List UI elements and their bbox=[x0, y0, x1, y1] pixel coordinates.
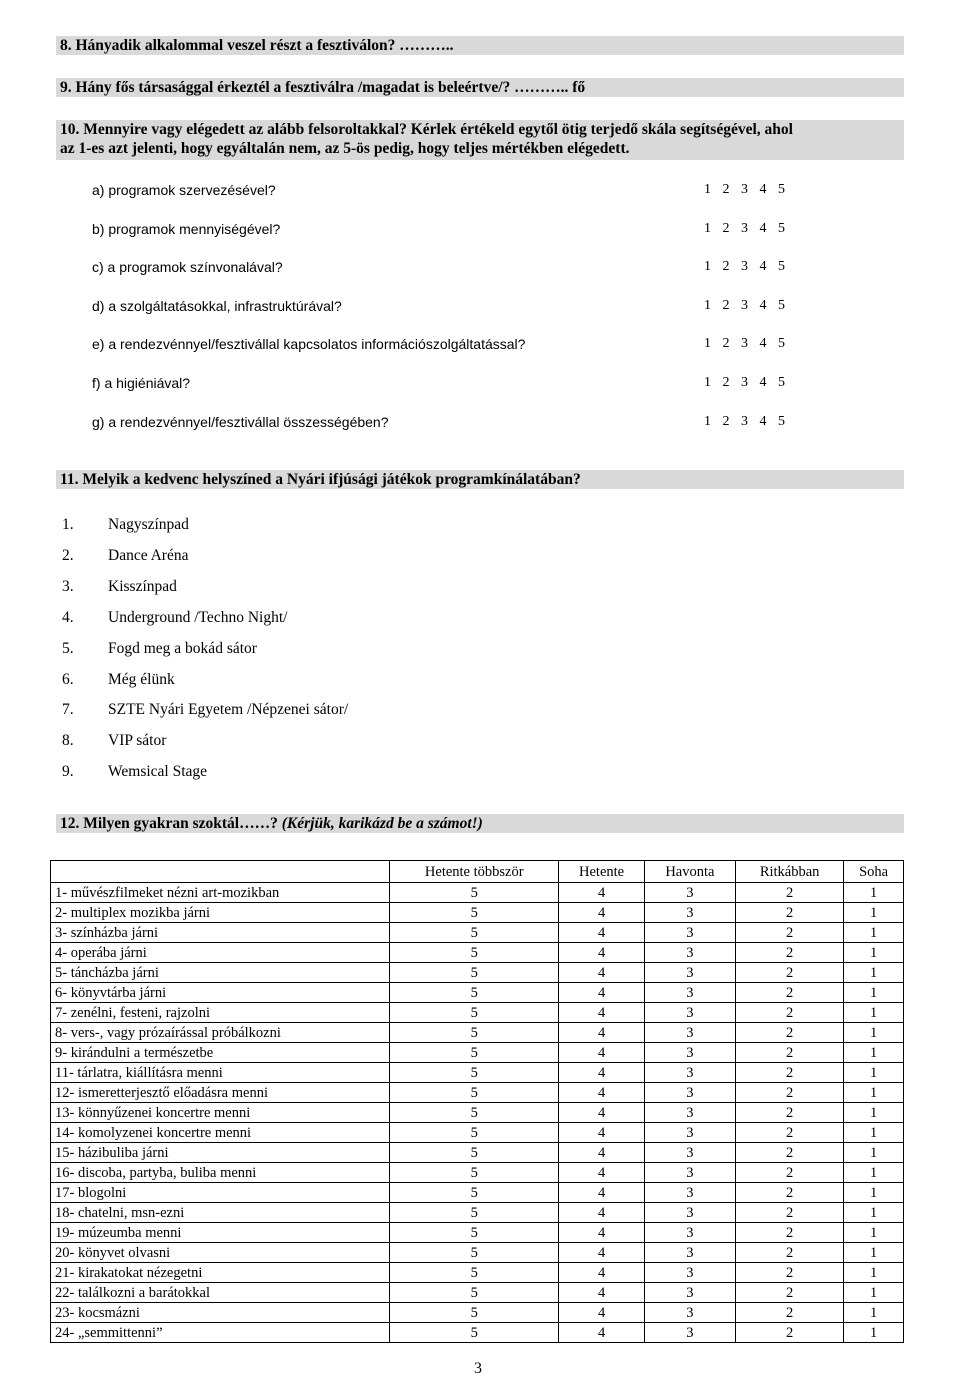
frequency-value[interactable]: 3 bbox=[644, 1143, 736, 1163]
frequency-value[interactable]: 4 bbox=[559, 1203, 644, 1223]
frequency-value[interactable]: 2 bbox=[736, 1283, 844, 1303]
frequency-value[interactable]: 4 bbox=[559, 983, 644, 1003]
rating-scale[interactable]: 1 2 3 4 5 bbox=[704, 375, 785, 390]
table-row bbox=[51, 1043, 904, 1063]
frequency-value[interactable]: 3 bbox=[644, 903, 736, 923]
frequency-value[interactable]: 3 bbox=[644, 1123, 736, 1143]
activity-label: 1- művészfilmeket nézni art-mozikban bbox=[51, 883, 390, 903]
frequency-value[interactable]: 5 bbox=[390, 963, 559, 983]
frequency-value[interactable]: 3 bbox=[644, 1223, 736, 1243]
frequency-value[interactable]: 4 bbox=[559, 883, 644, 903]
question-12-text: 12. Milyen gyakran szoktál……? bbox=[60, 815, 282, 832]
activity-label: 19- múzeumba menni bbox=[51, 1223, 390, 1243]
frequency-table bbox=[50, 860, 904, 1343]
activity-label: 23- kocsmázni bbox=[51, 1303, 390, 1323]
table-row bbox=[51, 1083, 904, 1103]
table-row bbox=[51, 1103, 904, 1123]
venue-option[interactable] bbox=[62, 732, 166, 750]
table-row bbox=[51, 923, 904, 943]
frequency-value[interactable]: 4 bbox=[559, 1083, 644, 1103]
frequency-value[interactable]: 2 bbox=[736, 1123, 844, 1143]
frequency-value[interactable]: 4 bbox=[559, 1263, 644, 1283]
frequency-value[interactable]: 2 bbox=[736, 943, 844, 963]
frequency-value[interactable]: 1 bbox=[844, 1143, 904, 1163]
frequency-value[interactable]: 2 bbox=[736, 1143, 844, 1163]
venue-number: 7. bbox=[62, 701, 74, 719]
frequency-value[interactable]: 3 bbox=[644, 1063, 736, 1083]
frequency-value[interactable]: 1 bbox=[844, 1303, 904, 1323]
question-11: 11. Melyik a kedvenc helyszíned a Nyári ifjúsági játékok programkínálatában? bbox=[56, 470, 904, 489]
question-10 bbox=[56, 120, 904, 160]
table-row bbox=[51, 963, 904, 983]
frequency-value[interactable]: 4 bbox=[559, 1283, 644, 1303]
frequency-value[interactable]: 3 bbox=[644, 1323, 736, 1343]
frequency-value[interactable]: 4 bbox=[559, 1103, 644, 1123]
rating-scale[interactable]: 1 2 3 4 5 bbox=[704, 220, 785, 236]
frequency-value[interactable]: 1 bbox=[844, 1183, 904, 1203]
frequency-value[interactable]: 5 bbox=[390, 1043, 559, 1063]
frequency-value[interactable]: 2 bbox=[736, 1063, 844, 1083]
venue-label: SZTE Nyári Egyetem /Népzenei sátor/ bbox=[108, 701, 349, 719]
table-row bbox=[51, 1143, 904, 1163]
frequency-value[interactable]: 5 bbox=[390, 1083, 559, 1103]
rating-item: a) programok szervezésével? bbox=[92, 182, 276, 198]
frequency-value[interactable]: 3 bbox=[644, 983, 736, 1003]
frequency-value[interactable]: 1 bbox=[844, 1083, 904, 1103]
frequency-value[interactable]: 2 bbox=[736, 1323, 844, 1343]
activity-label: 13- könnyűzenei koncertre menni bbox=[51, 1103, 390, 1123]
frequency-value[interactable]: 2 bbox=[736, 923, 844, 943]
activity-label: 6- könyvtárba járni bbox=[51, 983, 390, 1003]
frequency-value[interactable]: 5 bbox=[390, 1023, 559, 1043]
rating-item: d) a szolgáltatásokkal, infrastruktúrával? bbox=[92, 297, 342, 314]
venue-number: 6. bbox=[62, 670, 74, 688]
venue-label: Fogd meg a bokád sátor bbox=[108, 639, 257, 657]
frequency-value[interactable]: 2 bbox=[736, 1023, 844, 1043]
activity-label: 12- ismeretterjesztő előadásra menni bbox=[51, 1083, 390, 1103]
frequency-value[interactable]: 3 bbox=[644, 1243, 736, 1263]
frequency-value[interactable]: 1 bbox=[844, 1263, 904, 1283]
rating-scale[interactable]: 1 2 3 4 5 bbox=[704, 413, 785, 429]
venue-number: 1. bbox=[62, 516, 74, 533]
venue-option[interactable] bbox=[62, 578, 177, 596]
frequency-value[interactable]: 2 bbox=[736, 1003, 844, 1023]
venue-number: 4. bbox=[62, 608, 74, 626]
frequency-value[interactable]: 4 bbox=[559, 1043, 644, 1063]
frequency-value[interactable]: 5 bbox=[390, 883, 559, 903]
table-row bbox=[51, 1223, 904, 1243]
table-row bbox=[51, 1203, 904, 1223]
table-row bbox=[51, 1323, 904, 1343]
table-row bbox=[51, 1303, 904, 1323]
frequency-value[interactable]: 5 bbox=[390, 983, 559, 1003]
frequency-value[interactable]: 3 bbox=[644, 1203, 736, 1223]
frequency-value[interactable]: 4 bbox=[559, 903, 644, 923]
table-row bbox=[51, 1243, 904, 1263]
frequency-value[interactable]: 1 bbox=[844, 1163, 904, 1183]
venue-label: Még élünk bbox=[108, 670, 175, 688]
frequency-value[interactable]: 1 bbox=[844, 1123, 904, 1143]
frequency-value[interactable]: 5 bbox=[390, 923, 559, 943]
venue-label: Dance Aréna bbox=[108, 546, 189, 564]
table-header-cell: Hetente bbox=[559, 861, 644, 883]
activity-label: 18- chatelni, msn-ezni bbox=[51, 1203, 390, 1223]
table-row bbox=[51, 1063, 904, 1083]
question-12-note: (Kérjük, karikázd be a számot!) bbox=[281, 815, 483, 832]
frequency-value[interactable]: 3 bbox=[644, 1103, 736, 1123]
page-number: 3 bbox=[474, 1360, 482, 1377]
venue-label: Kisszínpad bbox=[108, 577, 177, 595]
rating-scale[interactable]: 1 2 3 4 5 bbox=[704, 297, 785, 313]
frequency-value[interactable]: 1 bbox=[844, 1023, 904, 1043]
frequency-value[interactable]: 3 bbox=[644, 1163, 736, 1183]
venue-number: 9. bbox=[62, 763, 74, 781]
frequency-value[interactable]: 2 bbox=[736, 1183, 844, 1203]
rating-item: b) programok mennyiségével? bbox=[92, 220, 281, 237]
activity-label: 16- discoba, partyba, buliba menni bbox=[51, 1163, 390, 1183]
frequency-value[interactable]: 3 bbox=[644, 1183, 736, 1203]
question-10-line-2: az 1-es azt jelenti, hogy egyáltalán nem, az 5-ös pedig, hogy teljes mértékben elégedett. bbox=[60, 140, 630, 157]
frequency-value[interactable]: 5 bbox=[390, 903, 559, 923]
frequency-value[interactable]: 4 bbox=[559, 1243, 644, 1263]
frequency-value[interactable]: 3 bbox=[644, 1083, 736, 1103]
frequency-value[interactable]: 4 bbox=[559, 1123, 644, 1143]
frequency-value[interactable]: 3 bbox=[644, 883, 736, 903]
frequency-value[interactable]: 4 bbox=[559, 1143, 644, 1163]
table-body bbox=[51, 883, 904, 1343]
table-row bbox=[51, 1023, 904, 1043]
frequency-value[interactable]: 5 bbox=[390, 1263, 559, 1283]
frequency-value[interactable]: 5 bbox=[390, 1003, 559, 1023]
frequency-value[interactable]: 4 bbox=[559, 943, 644, 963]
frequency-value[interactable]: 1 bbox=[844, 1043, 904, 1063]
frequency-value[interactable]: 5 bbox=[390, 1203, 559, 1223]
venue-option[interactable] bbox=[62, 547, 188, 565]
frequency-value[interactable]: 4 bbox=[559, 1003, 644, 1023]
frequency-value[interactable]: 5 bbox=[390, 1183, 559, 1203]
frequency-value[interactable]: 5 bbox=[390, 1303, 559, 1323]
table-row bbox=[51, 1183, 904, 1203]
venue-option[interactable] bbox=[62, 763, 207, 781]
frequency-value[interactable]: 4 bbox=[559, 1023, 644, 1043]
frequency-value[interactable]: 3 bbox=[644, 923, 736, 943]
frequency-value[interactable]: 3 bbox=[644, 1263, 736, 1283]
frequency-value[interactable]: 1 bbox=[844, 1203, 904, 1223]
frequency-value[interactable]: 5 bbox=[390, 1163, 559, 1183]
venue-option[interactable] bbox=[62, 671, 175, 689]
venue-option[interactable] bbox=[62, 609, 287, 627]
frequency-value[interactable]: 3 bbox=[644, 1023, 736, 1043]
rating-scale[interactable]: 1 2 3 4 5 bbox=[704, 259, 785, 275]
frequency-value[interactable]: 3 bbox=[644, 963, 736, 983]
frequency-value[interactable]: 3 bbox=[644, 1043, 736, 1063]
activity-label: 11- tárlatra, kiállításra menni bbox=[51, 1063, 390, 1083]
frequency-value[interactable]: 2 bbox=[736, 1263, 844, 1283]
rating-item: f) a higiéniával? bbox=[92, 375, 191, 391]
frequency-value[interactable]: 1 bbox=[844, 943, 904, 963]
frequency-value[interactable]: 2 bbox=[736, 1083, 844, 1103]
frequency-value[interactable]: 5 bbox=[390, 943, 559, 963]
venue-label: Underground /Techno Night/ bbox=[108, 608, 288, 626]
frequency-value[interactable]: 1 bbox=[844, 883, 904, 903]
table-row bbox=[51, 1003, 904, 1023]
frequency-value[interactable]: 1 bbox=[844, 1063, 904, 1083]
table-header-row bbox=[51, 861, 904, 883]
rating-item: e) a rendezvénnyel/fesztivállal kapcsolatos információszolgáltatással? bbox=[92, 336, 526, 353]
frequency-value[interactable]: 2 bbox=[736, 983, 844, 1003]
table-row bbox=[51, 983, 904, 1003]
table-row bbox=[51, 1283, 904, 1303]
table-row bbox=[51, 903, 904, 923]
question-12 bbox=[56, 814, 904, 833]
frequency-value[interactable]: 4 bbox=[559, 923, 644, 943]
question-9: 9. Hány fős társasággal érkeztél a fesztiválra /magadat is beleértve/? ……….. fő bbox=[56, 78, 904, 97]
venue-number: 2. bbox=[62, 546, 74, 564]
question-8: 8. Hányadik alkalommal veszel részt a fesztiválon? ……….. bbox=[56, 36, 904, 55]
table-header-cell: Havonta bbox=[644, 861, 736, 883]
venue-number: 8. bbox=[62, 732, 74, 750]
frequency-value[interactable]: 5 bbox=[390, 1143, 559, 1163]
frequency-value[interactable]: 1 bbox=[844, 903, 904, 923]
activity-label: 4- operába járni bbox=[51, 943, 390, 963]
venue-label: Nagyszínpad bbox=[108, 516, 189, 533]
frequency-value[interactable]: 3 bbox=[644, 1283, 736, 1303]
frequency-value[interactable]: 5 bbox=[390, 1223, 559, 1243]
table-header-cell bbox=[51, 861, 390, 883]
venue-number: 3. bbox=[62, 577, 74, 595]
frequency-value[interactable]: 2 bbox=[736, 1303, 844, 1323]
frequency-value[interactable]: 5 bbox=[390, 1283, 559, 1303]
activity-label: 9- kirándulni a természetbe bbox=[51, 1043, 390, 1063]
table-row bbox=[51, 1263, 904, 1283]
venue-number: 5. bbox=[62, 639, 74, 657]
frequency-value[interactable]: 4 bbox=[559, 1163, 644, 1183]
rating-item: g) a rendezvénnyel/fesztivállal összességében? bbox=[92, 413, 389, 430]
venue-option[interactable] bbox=[62, 516, 189, 534]
frequency-value[interactable]: 4 bbox=[559, 1323, 644, 1343]
rating-item: c) a programok színvonalával? bbox=[92, 259, 283, 276]
activity-label: 3- színházba járni bbox=[51, 923, 390, 943]
frequency-value[interactable]: 4 bbox=[559, 1223, 644, 1243]
table-row bbox=[51, 1123, 904, 1143]
table-header-cell: Hetente többször bbox=[390, 861, 559, 883]
frequency-value[interactable]: 4 bbox=[559, 1063, 644, 1083]
frequency-value[interactable]: 4 bbox=[559, 1183, 644, 1203]
frequency-value[interactable]: 5 bbox=[390, 1323, 559, 1343]
activity-label: 20- könyvet olvasni bbox=[51, 1243, 390, 1263]
frequency-value[interactable]: 4 bbox=[559, 963, 644, 983]
venue-label: VIP sátor bbox=[108, 732, 167, 750]
frequency-value[interactable]: 2 bbox=[736, 1103, 844, 1123]
frequency-value[interactable]: 3 bbox=[644, 1003, 736, 1023]
frequency-value[interactable]: 1 bbox=[844, 983, 904, 1003]
frequency-value[interactable]: 2 bbox=[736, 1203, 844, 1223]
frequency-value[interactable]: 2 bbox=[736, 1163, 844, 1183]
activity-label: 15- házibuliba járni bbox=[51, 1143, 390, 1163]
frequency-value[interactable]: 1 bbox=[844, 963, 904, 983]
frequency-value[interactable]: 2 bbox=[736, 1243, 844, 1263]
rating-scale[interactable]: 1 2 3 4 5 bbox=[704, 336, 785, 352]
frequency-value[interactable]: 2 bbox=[736, 883, 844, 903]
table-row bbox=[51, 1163, 904, 1183]
table-header-cell: Ritkábban bbox=[736, 861, 844, 883]
frequency-value[interactable]: 1 bbox=[844, 1323, 904, 1343]
activity-label: 14- komolyzenei koncertre menni bbox=[51, 1123, 390, 1143]
frequency-value[interactable]: 5 bbox=[390, 1063, 559, 1083]
activity-label: 22- találkozni a barátokkal bbox=[51, 1283, 390, 1303]
frequency-value[interactable]: 2 bbox=[736, 1223, 844, 1243]
activity-label: 8- vers-, vagy prózaírással próbálkozni bbox=[51, 1023, 390, 1043]
frequency-value[interactable]: 1 bbox=[844, 1283, 904, 1303]
venue-option[interactable] bbox=[62, 640, 257, 658]
activity-label: 5- táncházba járni bbox=[51, 963, 390, 983]
venue-option[interactable] bbox=[62, 701, 348, 719]
table-header-cell: Soha bbox=[844, 861, 904, 883]
frequency-value[interactable]: 1 bbox=[844, 1223, 904, 1243]
frequency-value[interactable]: 2 bbox=[736, 1043, 844, 1063]
frequency-value[interactable]: 1 bbox=[844, 1003, 904, 1023]
rating-scale[interactable]: 1 2 3 4 5 bbox=[704, 182, 785, 197]
activity-label: 7- zenélni, festeni, rajzolni bbox=[51, 1003, 390, 1023]
activity-label: 2- multiplex mozikba járni bbox=[51, 903, 390, 923]
frequency-value[interactable]: 5 bbox=[390, 1103, 559, 1123]
frequency-value[interactable]: 5 bbox=[390, 1123, 559, 1143]
frequency-value[interactable]: 2 bbox=[736, 963, 844, 983]
frequency-value[interactable]: 1 bbox=[844, 1243, 904, 1263]
frequency-value[interactable]: 2 bbox=[736, 903, 844, 923]
frequency-value[interactable]: 5 bbox=[390, 1243, 559, 1263]
venue-label: Wemsical Stage bbox=[108, 763, 208, 781]
frequency-value[interactable]: 1 bbox=[844, 1103, 904, 1123]
question-10-line-1: 10. Mennyire vagy elégedett az alább felsoroltakkal? Kérlek értékeld egytől ötig terjedő skála segítségével, ahol bbox=[60, 121, 793, 138]
table-row bbox=[51, 943, 904, 963]
frequency-value[interactable]: 1 bbox=[844, 923, 904, 943]
frequency-value[interactable]: 3 bbox=[644, 1303, 736, 1323]
activity-label: 24- „semmittenni” bbox=[51, 1323, 390, 1343]
activity-label: 17- blogolni bbox=[51, 1183, 390, 1203]
activity-label: 21- kirakatokat nézegetni bbox=[51, 1263, 390, 1283]
table-row bbox=[51, 883, 904, 903]
frequency-value[interactable]: 4 bbox=[559, 1303, 644, 1323]
frequency-value[interactable]: 3 bbox=[644, 943, 736, 963]
